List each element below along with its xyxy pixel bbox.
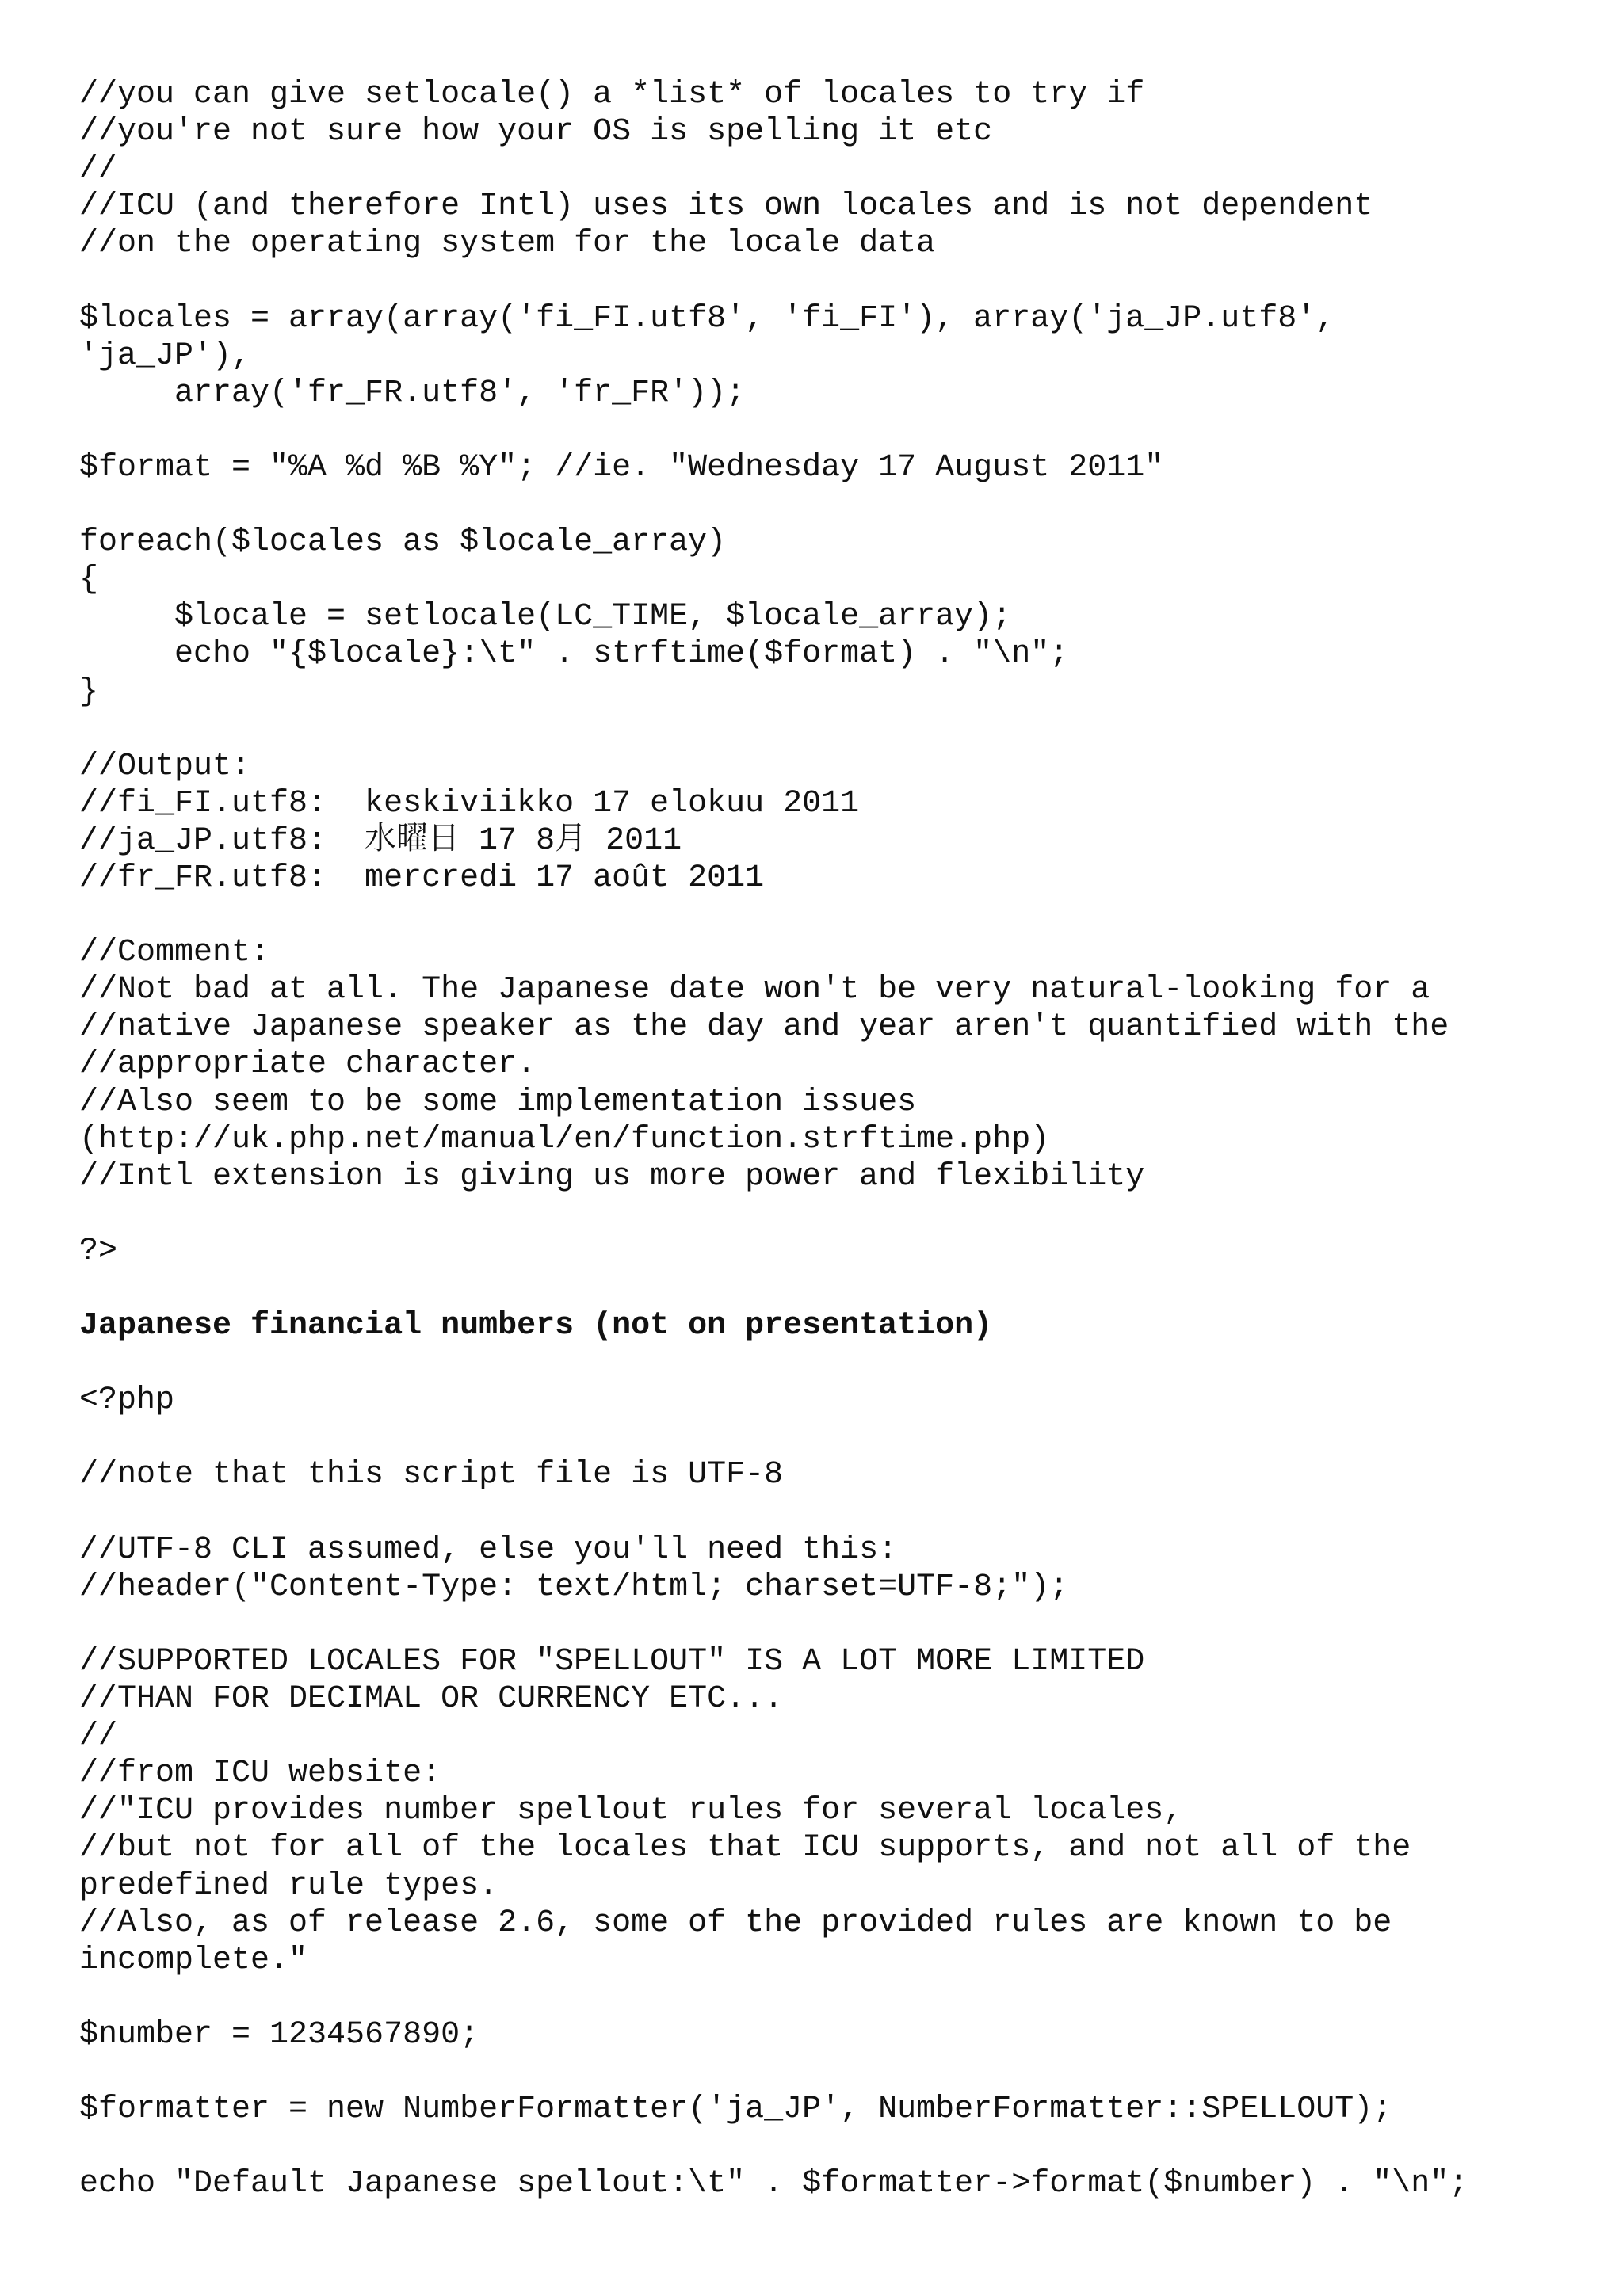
blank-line [79,1419,1569,1456]
code-line: } [79,673,99,710]
blank-line [79,897,1569,934]
blank-line [79,1344,1569,1382]
code-line: (http://uk.php.net/manual/en/function.strftime.php) [79,1121,1050,1158]
code-line: //"ICU provides number spellout rules for several locales, [79,1793,1183,1829]
code-line: //on the operating system for the locale data [79,226,936,262]
code-line: //ICU (and therefore Intl) uses its own locales and is not dependent [79,189,1373,225]
blank-line [79,1606,1569,1643]
code-line: $locales = array(array('fi_FI.utf8', 'fi_FI'), array('ja_JP.utf8', [79,300,1335,337]
code-line: echo "Default Japanese spellout:\t" . $formatter->format($number) . "\n"; [79,2166,1468,2203]
blank-line [79,711,1569,748]
code-line: array('fr_FR.utf8', 'fr_FR')); [79,375,746,411]
section-heading: Japanese financial numbers (not on presentation) [79,1308,993,1344]
blank-line [79,486,1569,524]
code-line: //fi_FI.utf8: keskiviikko 17 elokuu 2011 [79,785,860,822]
code-line: //Also seem to be some implementation issues [79,1084,917,1120]
code-line: // [79,1718,118,1755]
blank-line [79,1494,1569,1531]
blank-line [79,2128,1569,2165]
code-line: //you're not sure how your OS is spelling it etc [79,114,993,151]
code-line: $locale = setlocale(LC_TIME, $locale_array); [79,599,1012,635]
code-line: //fr_FR.utf8: mercredi 17 août 2011 [79,860,765,896]
code-line: //ja_JP.utf8: 水曜日 17 8月 2011 [79,822,682,859]
code-line: incomplete." [79,1942,308,1978]
code-line: //native Japanese speaker as the day and year aren't quantified with the [79,1009,1449,1046]
code-line: //header("Content-Type: text/html; charset=UTF-8;"); [79,1569,1069,1605]
code-line: //THAN FOR DECIMAL OR CURRENCY ETC... [79,1681,784,1718]
code-line: ?> [79,1233,118,1269]
code-line: //Output: [79,748,251,784]
blank-line [79,412,1569,449]
code-line: //you can give setlocale() a *list* of locales to try if [79,77,1145,113]
code-line: //Not bad at all. The Japanese date won't be very natural-looking for a [79,972,1430,1009]
code-line: //Also, as of release 2.6, some of the provided rules are known to be [79,1905,1392,1941]
code-line: { [79,562,99,598]
code-line: //but not for all of the locales that ICU supports, and not all of the [79,1830,1411,1867]
code-line: // [79,151,118,188]
blank-line [79,1979,1569,2016]
blank-line [79,1196,1569,1233]
blank-line [79,2054,1569,2091]
blank-line [79,1270,1569,1307]
code-line: //appropriate character. [79,1047,537,1083]
code-line: //Intl extension is giving us more power and flexibility [79,1158,1145,1195]
code-line: $format = "%A %d %B %Y"; //ie. "Wednesday 17 August 2011" [79,449,1164,486]
code-line: //Comment: [79,935,270,971]
code-line: //SUPPORTED LOCALES FOR "SPELLOUT" IS A LOT MORE LIMITED [79,1643,1145,1680]
code-line: $number = 1234567890; [79,2016,479,2053]
blank-line [79,262,1569,299]
code-line: //note that this script file is UTF-8 [79,1457,784,1493]
code-document [79,76,1569,2203]
code-line: //UTF-8 CLI assumed, else you'll need this: [79,1531,898,1568]
code-line: $formatter = new NumberFormatter('ja_JP', NumberFormatter::SPELLOUT); [79,2092,1392,2128]
code-line: //from ICU website: [79,1756,441,1792]
code-line: predefined rule types. [79,1867,498,1904]
code-line: 'ja_JP'), [79,338,251,374]
code-line: <?php [79,1383,175,1419]
code-line: foreach($locales as $locale_array) [79,524,727,561]
code-line: echo "{$locale}:\t" . strftime($format) . "\n"; [79,636,1069,673]
